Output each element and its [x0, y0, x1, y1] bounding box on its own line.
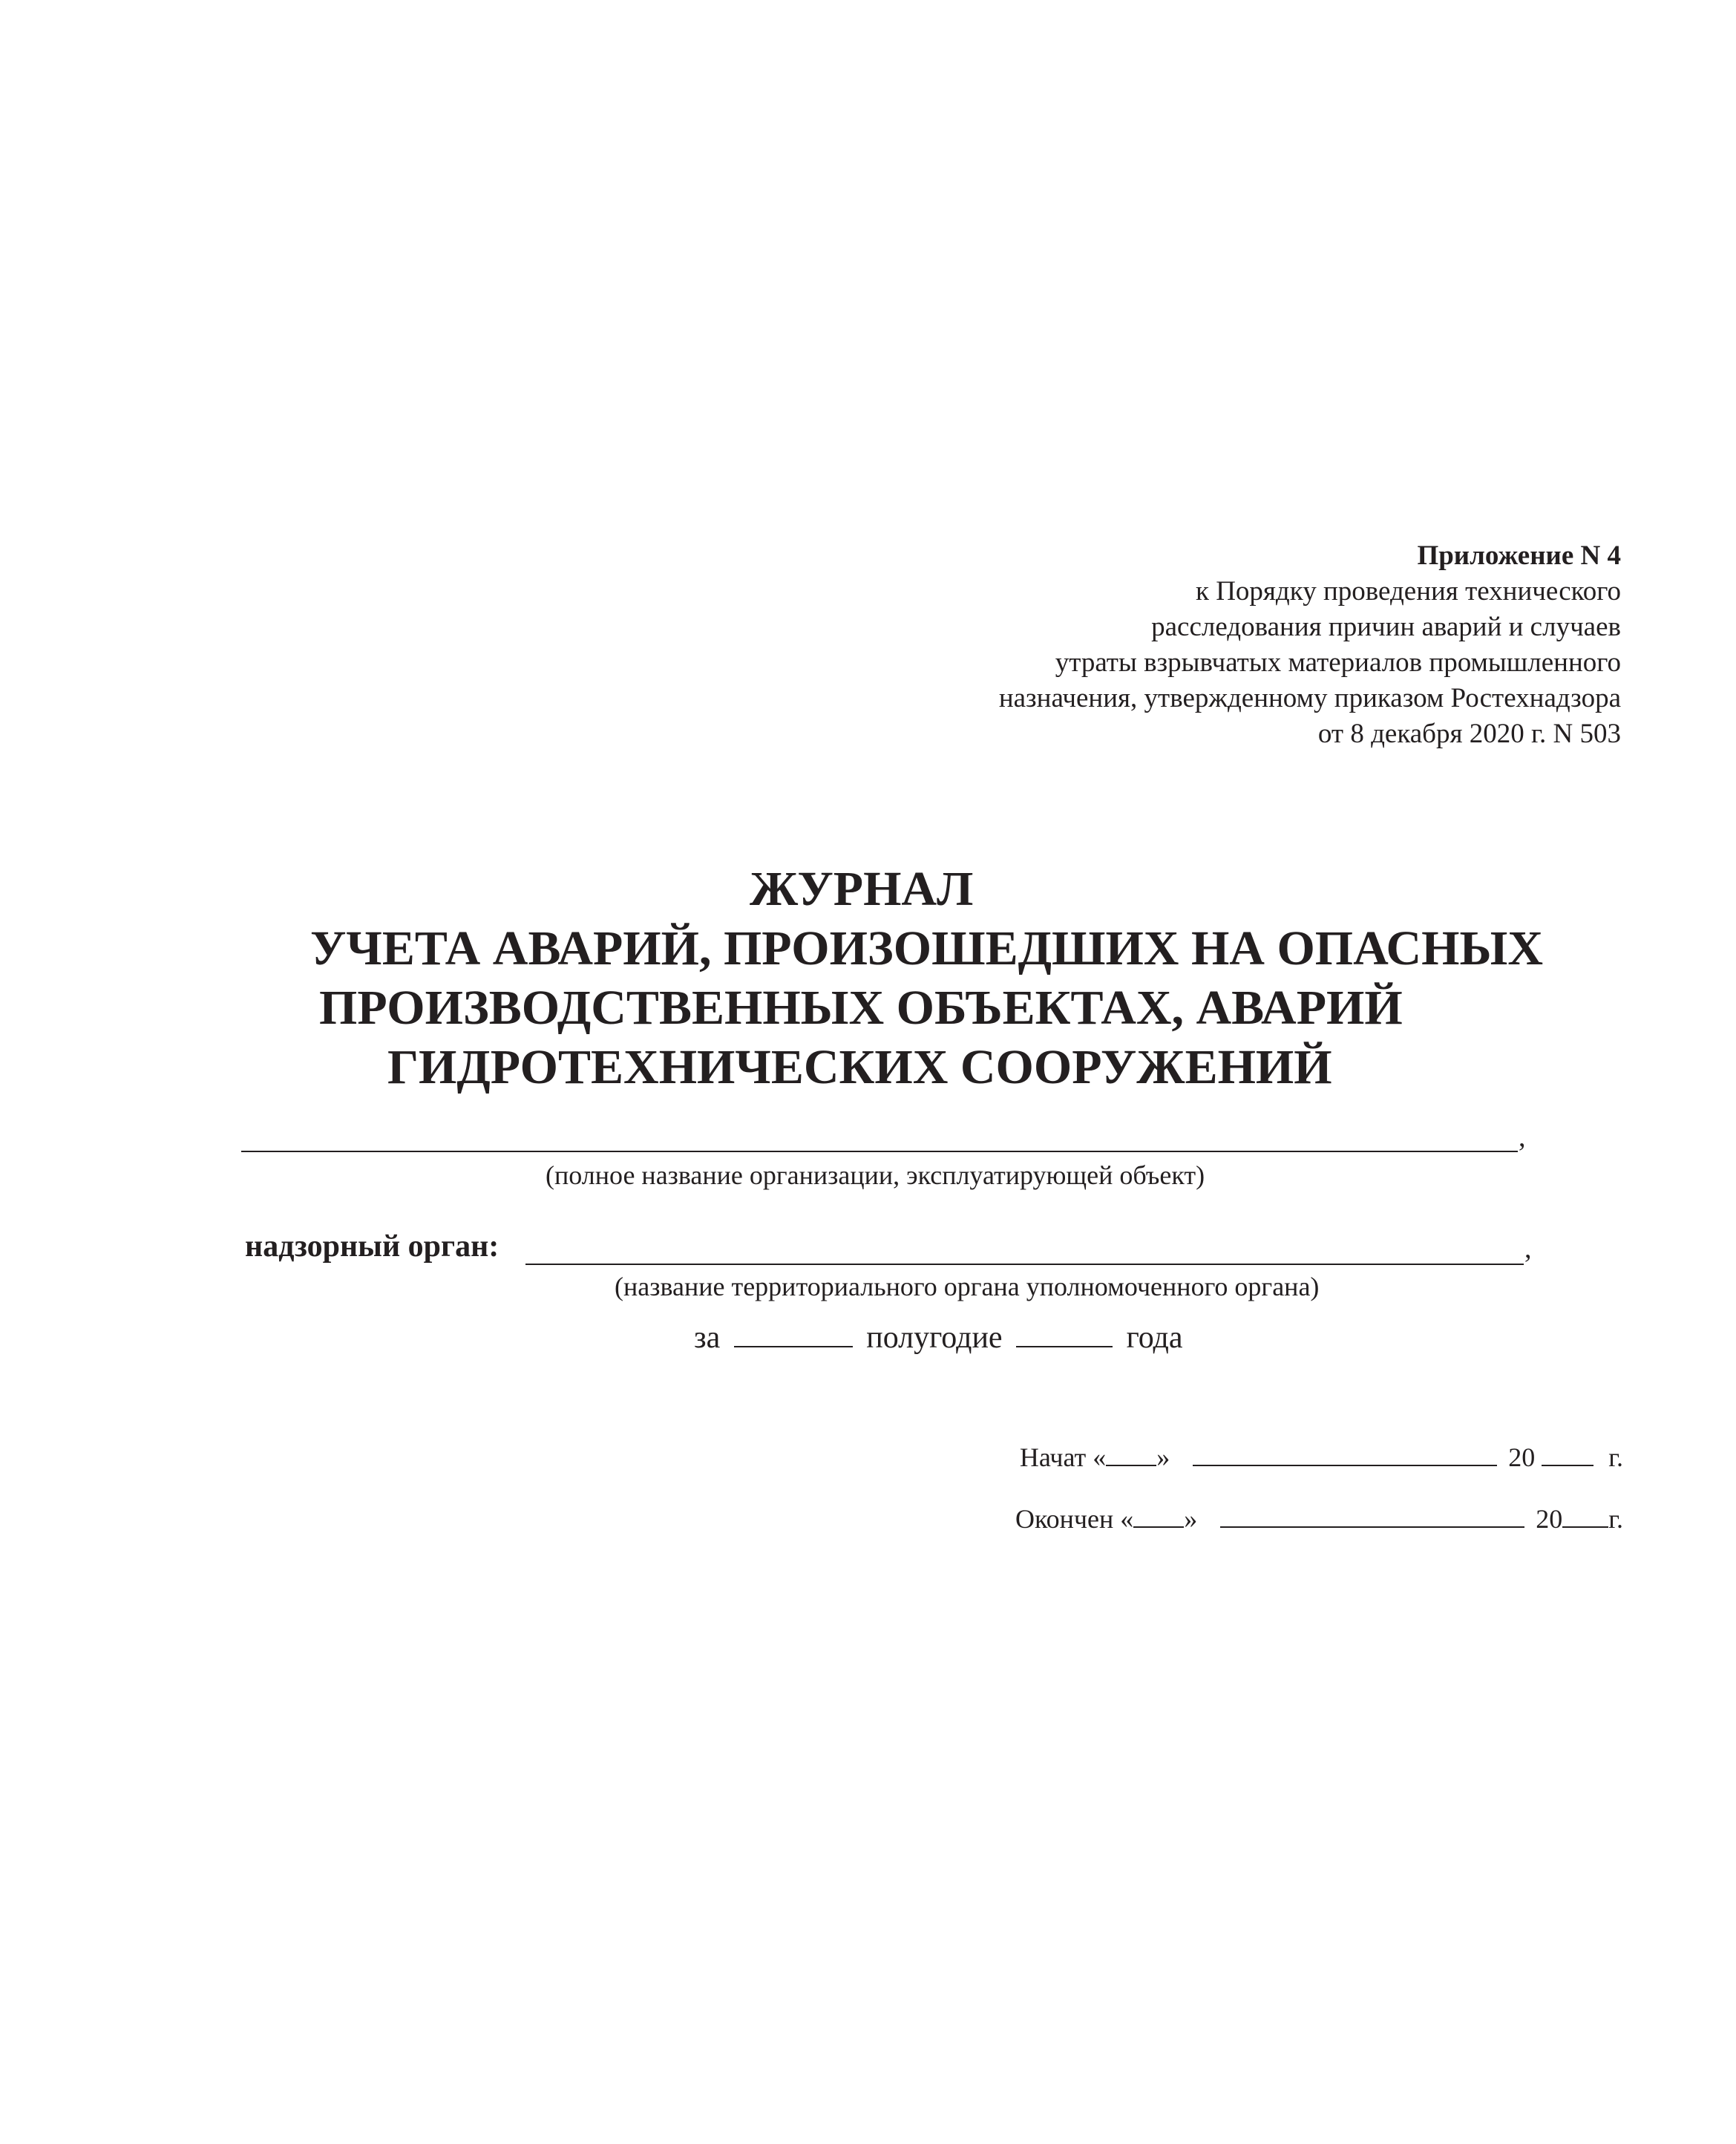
finished-year-suffix: г.	[1608, 1504, 1623, 1534]
supervisor-label: надзорный орган:	[245, 1229, 499, 1264]
started-month-field[interactable]	[1193, 1442, 1497, 1466]
started-day-field[interactable]	[1106, 1442, 1156, 1466]
period-half-word: полугодие	[866, 1321, 1003, 1355]
appendix-line: расследования причин аварий и случаев	[1151, 612, 1621, 642]
organization-caption: (полное название организации, эксплуатирующей объект)	[546, 1160, 1205, 1190]
organization-comma: ,	[1519, 1122, 1526, 1153]
appendix-title: Приложение N 4	[1417, 540, 1621, 571]
journal-title-line: УЧЕТА АВАРИЙ, ПРОИЗОШЕДШИХ НА ОПАСНЫХ	[310, 921, 1543, 975]
appendix-line: назначения, утвержденному приказом Ростехнадзора	[998, 683, 1621, 713]
period-for-word: за	[694, 1321, 721, 1355]
finished-quote-close: »	[1184, 1504, 1198, 1534]
started-year-suffix: г.	[1608, 1442, 1623, 1472]
journal-title-line: ЖУРНАЛ	[750, 862, 974, 916]
half-year-field[interactable]	[734, 1324, 853, 1347]
started-label: Начат «	[1019, 1442, 1107, 1472]
started-year-prefix: 20	[1508, 1442, 1536, 1472]
appendix-block	[805, 538, 1621, 752]
started-quote-close: »	[1156, 1442, 1170, 1472]
organization-name-field[interactable]	[241, 1151, 1518, 1152]
finished-year-field[interactable]	[1562, 1504, 1608, 1528]
journal-title-line: ПРОИЗВОДСТВЕННЫХ ОБЪЕКТАХ, АВАРИЙ	[319, 981, 1403, 1035]
started-year-field[interactable]	[1542, 1442, 1593, 1466]
supervisor-name-field[interactable]	[525, 1264, 1524, 1265]
year-field[interactable]	[1016, 1324, 1113, 1347]
finished-year-prefix: 20	[1536, 1504, 1563, 1534]
appendix-line: от 8 декабря 2020 г. N 503	[1317, 719, 1621, 749]
journal-title-line: ГИДРОТЕХНИЧЕСКИХ СООРУЖЕНИЙ	[387, 1040, 1332, 1094]
started-date-line	[1020, 1442, 1623, 1473]
period-line	[694, 1320, 1183, 1356]
finished-label: Окончен «	[1015, 1504, 1134, 1534]
period-year-word: года	[1126, 1321, 1183, 1355]
appendix-line: к Порядку проведения технического	[1195, 576, 1621, 607]
finished-date-line	[1015, 1503, 1623, 1535]
supervisor-caption: (название территориального органа уполномоченного органа)	[615, 1272, 1320, 1301]
supervisor-comma: ,	[1524, 1233, 1532, 1264]
finished-month-field[interactable]	[1220, 1504, 1524, 1528]
appendix-line: утраты взрывчатых материалов промышленного	[1055, 647, 1621, 678]
finished-day-field[interactable]	[1133, 1504, 1184, 1528]
